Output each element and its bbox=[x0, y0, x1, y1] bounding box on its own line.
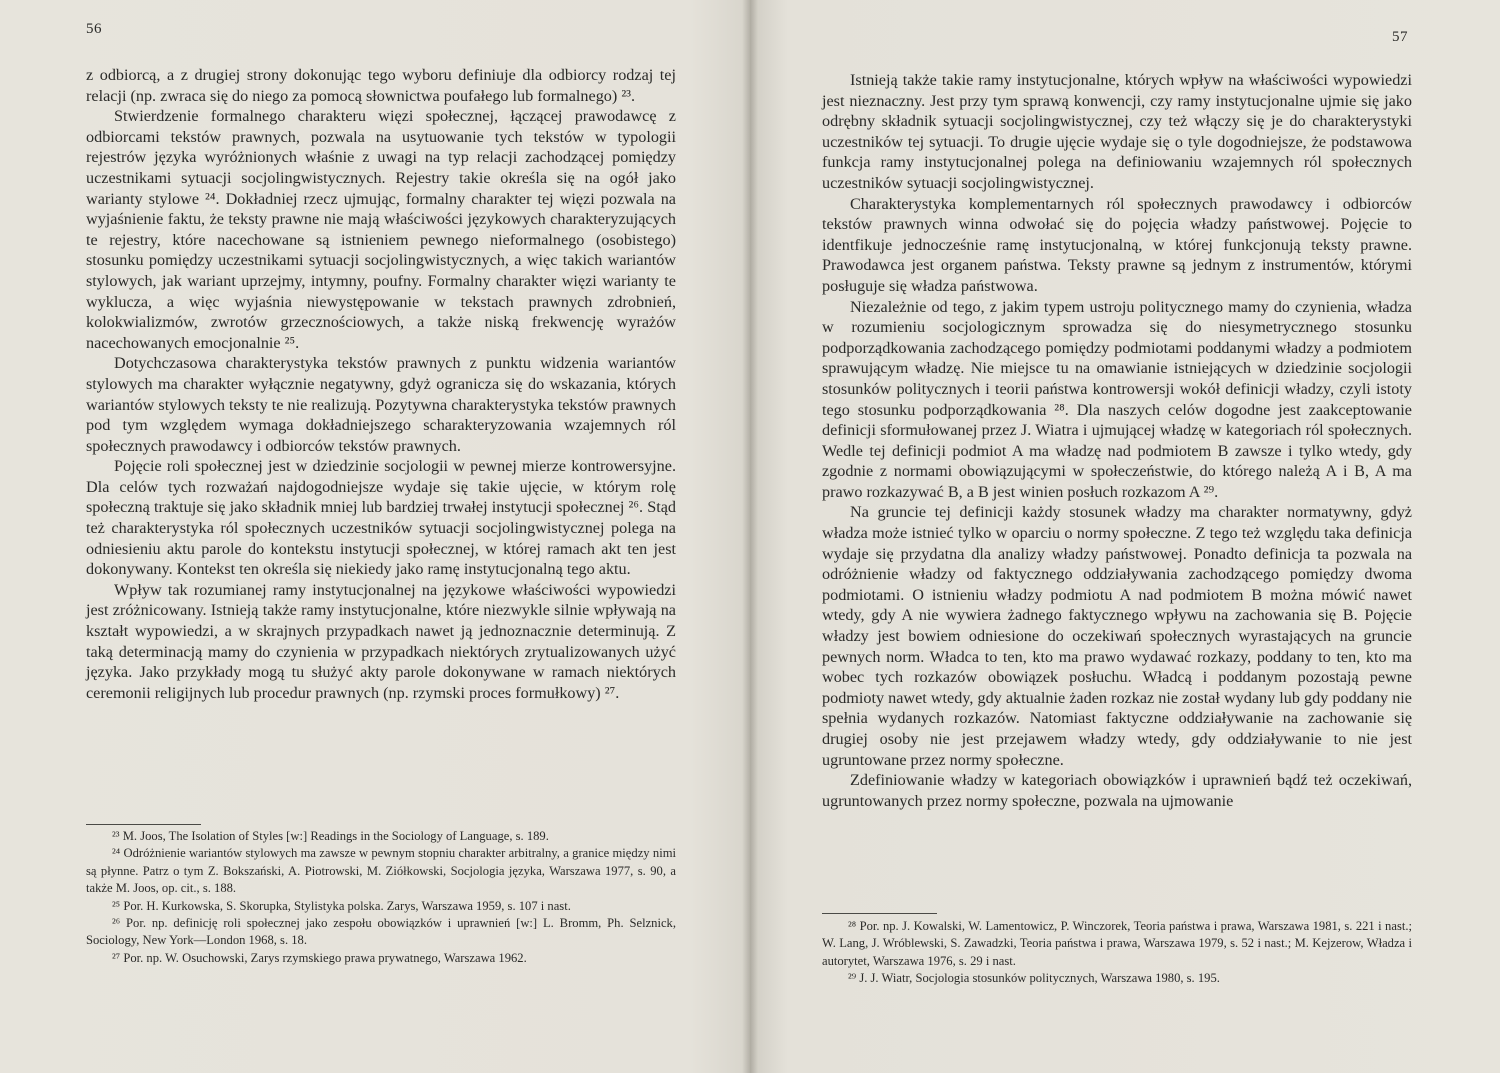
footnote: ²⁵ Por. H. Kurkowska, S. Skorupka, Stylistyka polska. Zarys, Warszawa 1959, s. 107 i nast. bbox=[112, 898, 571, 913]
footnote-rule bbox=[822, 913, 937, 914]
footnote: ²³ M. Joos, The Isolation of Styles [w:] Readings in the Sociology of Language, s. 189. bbox=[112, 829, 549, 843]
footnote: ²⁶ Por. np. definicję roli społecznej jako zespołu obowiązków i uprawnień [w:] L. Bromm, Ph. Selznick, Sociology, New York—London 1968, s. 18. bbox=[86, 916, 676, 948]
paragraph: Pojęcie roli społecznej jest w dziedzinie socjologii w pewnej mierze kontrowersyjne. Dla celów tych rozważań najdogodniejsze wydaje się takie ujęcie, w którym rolę społeczną traktuje się jako składnik mniej lub bardziej trwałej instytucji społecznej ²⁶. Stąd też charakterystyka ról społecznych uczestników sytuacji socjolingwistycznej polega na odniesieniu aktu parole do kontekstu instytucji społecznej, w której ramach akt ten jest dokonywany. Kontekst ten określa się niekiedy jako ramę instytucjonalną tego aktu. bbox=[86, 457, 676, 579]
paragraph: Na gruncie tej definicji każdy stosunek władzy ma charakter normatywny, gdyż władza może istnieć tylko w oparciu o normy społeczne. Z tego też względu taka definicja wydaje się przydatna dla analizy władzy państwowej. Ponadto definicja ta pozwala na odróżnienie władzy od faktycznego oddziaływania zachodzącego pomiędzy dwoma podmiotami. O istnieniu władzy podmiotu A nad podmiotem B można mówić nawet wtedy, gdy A nie wywiera żadnego faktycznego wpływu na zachowania się B. Pojęcie władzy jest bowiem odniesione do oczekiwań społecznych wyrastających na gruncie pewnych norm. Władca to ten, kto ma prawo wydawać rozkazy, poddany to ten, kto ma wobec tych rozkazów obowiązek posłuchu. Władcą i poddanym pozostają pewne podmioty nawet wtedy, gdy aktualnie żaden rozkaz nie został wydany lub gdy poddany nie spełnia wydanych rozkazów. Natomiast faktyczne oddziaływanie na zachowanie się drugiej osoby nie jest przejawem władzy wtedy, gdy oddziaływanie to nie jest ugruntowane przez normy społeczne. bbox=[822, 503, 1412, 769]
right-page bbox=[750, 0, 1500, 1073]
paragraph: Wpływ tak rozumianej ramy instytucjonalnej na językowe właściwości wypowiedzi jest zróżnicowany. Istnieją także ramy instytucjonalne, które niezwykle silnie wpływają na kształt wypowiedzi, a w skrajnych przypadkach nawet ją jednoznacznie determinują. Z taką determinacją mamy do czynienia w przypadkach niektórych zrytualizowanych użyć języka. Jako przykłady mogą tu służyć akty parole dokonywane w ramach niektórych ceremonii religijnych lub procedur prawnych (np. rzymski proces formułkowy) ²⁷. bbox=[86, 580, 676, 702]
page-number-right: 57 bbox=[1392, 29, 1408, 45]
body-text-right bbox=[822, 70, 1412, 811]
footnote: ²⁹ J. J. Wiatr, Socjologia stosunków politycznych, Warszawa 1980, s. 195. bbox=[848, 971, 1220, 986]
body-text-left bbox=[86, 65, 676, 703]
paragraph: Zdefiniowanie władzy w kategoriach obowiązków i uprawnień bądź też oczekiwań, ugruntowanych przez normy społeczne, pozwala na ujmowanie bbox=[822, 771, 1412, 810]
footnotes-right bbox=[822, 918, 1412, 988]
footnote-rule bbox=[86, 824, 201, 825]
footnote: ²⁷ Por. np. W. Osuchowski, Zarys rzymskiego prawa prywatnego, Warszawa 1962. bbox=[112, 950, 527, 965]
paragraph: Dotychczasowa charakterystyka tekstów prawnych z punktu widzenia wariantów stylowych ma charakter wyłącznie negatywny, gdyż ogranicza się do wskazania, których wariantów stylowych teksty te nie realizują. Pozytywna charakterystyka tekstów prawnych pod tym względem wymaga dokładniejszego scharakteryzowania wzajemnych ról społecznych prawodawcy i odbiorców tekstów prawnych. bbox=[86, 354, 676, 455]
paragraph: Niezależnie od tego, z jakim typem ustroju politycznego mamy do czynienia, władza w rozumieniu socjologicznym sprowadza się do niesymetrycznego stosunku podporządkowania zachodzącego pomiędzy podmiotami poddanymi władzy a podmiotem sprawującym władzę. Nie miejsce tu na omawianie istniejących w dziedzinie socjologii stosunków politycznych i teorii państwa kontrowersji wokół definicji władzy, czyli istoty tego stosunku podporządkowania ²⁸. Dla naszych celów dogodne jest zaakceptowanie definicji sformułowanej przez J. Wiatra i ujmującej władzę w kategoriach ról społecznych. Wedle tej definicji podmiot A ma władzę nad podmiotem B zawsze i tylko wtedy, gdy zgodnie z normami obowiązującymi w społeczeństwie, do którego należą A i B, A ma prawo rozkazywać B, a B jest winien posłuch rozkazom A ²⁹. bbox=[822, 297, 1412, 501]
footnote: ²⁸ Por. np. J. Kowalski, W. Lamentowicz, P. Winczorek, Teoria państwa i prawa, Warszawa 1981, s. 221 i nast.; W. Lang, J. Wróblewski, S. Zawadzki, Teoria państwa i prawa, Warszawa 1979, s. 52 i nast.; M. Kejzerow, Władza i autorytet, Warszawa 1976, s. 29 i nast. bbox=[822, 919, 1412, 968]
paragraph: Stwierdzenie formalnego charakteru więzi społecznej, łączącej prawodawcę z odbiorcami tekstów prawnych, pozwala na usytuowanie tych tekstów w typologii rejestrów języka wyróżnionych właśnie z uwagi na typ relacji zachodzącej pomiędzy uczestnikami sytuacji socjolingwistycznych. Rejestry takie określa się na ogół jako warianty stylowe ²⁴. Dokładniej rzecz ujmując, formalny charakter tej więzi pozwala na wyjaśnienie faktu, że teksty prawne nie mają właściwości językowych charakteryzujących te rejestry, które nacechowane są istnieniem pewnego nieformalnego (osobistego) stosunku pomiędzy uczestnikami sytuacji socjolingwistycznych, a więc takich wariantów stylowych, jak wariant uprzejmy, intymny, poufny. Formalny charakter więzi warianty te wyklucza, a więc wyjaśnia niewystępowanie w tekstach prawnych zdrobnień, kolokwializmów, zwrotów grzecznościowych, a także niską frekwencję wyrażów nacechowanych emocjonalnie ²⁵. bbox=[86, 107, 676, 352]
footnote: ²⁴ Odróżnienie wariantów stylowych ma zawsze w pewnym stopniu charakter arbitralny, a granice między nimi są płynne. Patrz o tym Z. Bokszański, A. Piotrowski, M. Ziółkowski, Socjologia języka, Warszawa 1977, s. 90, a także M. Joos, op. cit., s. 188. bbox=[86, 846, 676, 896]
paragraph: Istnieją także takie ramy instytucjonalne, których wpływ na właściwości wypowiedzi jest nieznaczny. Jest przy tym sprawą konwencji, czy ramy instytucjonalne ujmie się jako odrębny składnik sytuacji socjolingwistycznej, czy też włączy się je do charakterystyki uczestników tej sytuacji. To drugie ujęcie wydaje się o tyle dogodniejsze, że podstawowa funkcja ramy instytucjonalnej polega na definiowaniu wzajemnych ról społecznych uczestników sytuacji socjolingwistycznej. bbox=[822, 71, 1412, 192]
paragraph: z odbiorcą, a z drugiej strony dokonując tego wyboru definiuje dla odbiorcy rodzaj tej relacji (np. zwraca się do niego za pomocą słownictwa poufałego lub formalnego) ²³. bbox=[86, 66, 676, 105]
page-number-left: 56 bbox=[86, 21, 102, 37]
paragraph: Charakterystyka komplementarnych ról społecznych prawodawcy i odbiorców tekstów prawnych winna odwołać się do pojęcia władzy państwowej. Pojęcie to identfikuje jednocześnie ramę instytucjonalną, w której funkcjonują teksty prawne. Prawodawca jest organem państwa. Teksty prawne są jednym z instrumentów, którymi posługuje się władza państwowa. bbox=[822, 194, 1412, 295]
footnotes-left bbox=[86, 828, 676, 967]
